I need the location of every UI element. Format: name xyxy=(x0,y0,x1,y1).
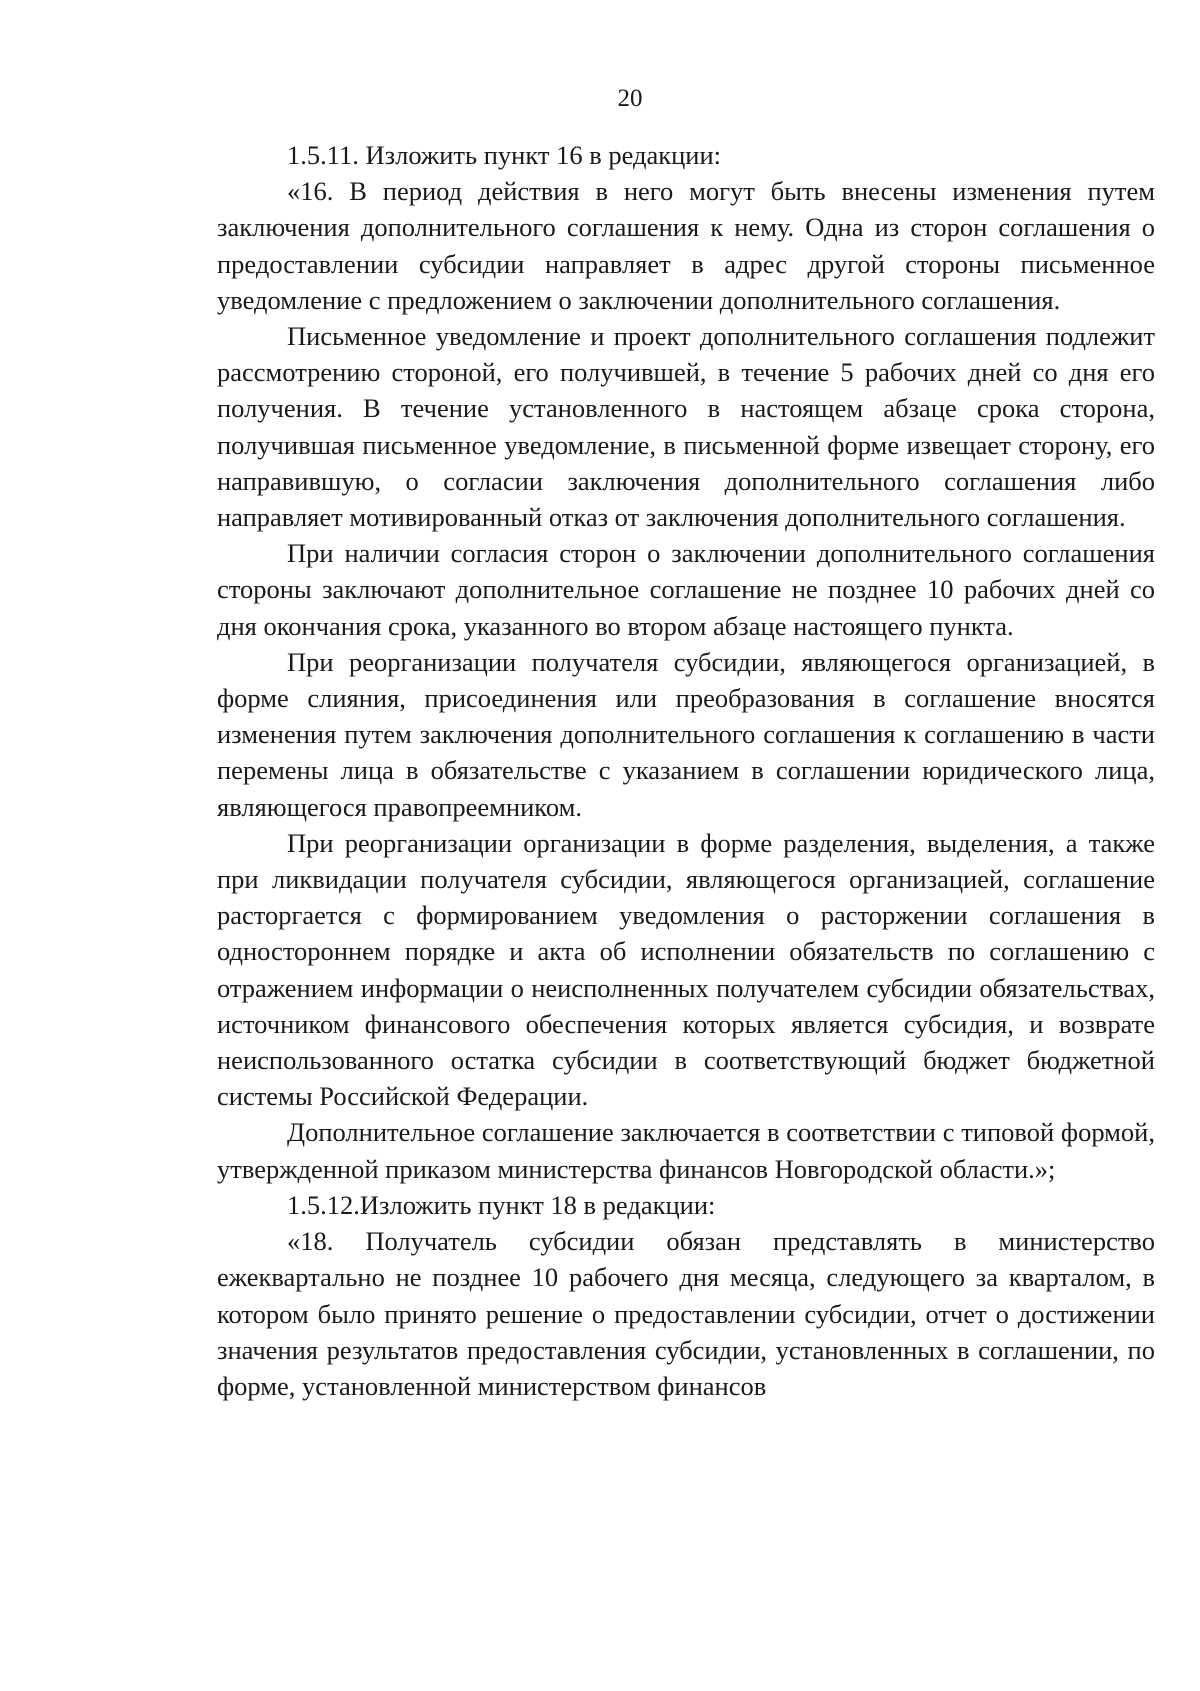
paragraph-parties-consent: При наличии согласия сторон о заключении дополнительного соглашения стороны заключают дополнительное соглашение не позднее 10 рабочих дней со дня окончания срока, указанного во втором абзаце настоящего пункта. xyxy=(217,538,1155,641)
paragraph-standard-form: Дополнительное соглашение заключается в соответствии с типовой формой, утвержденной приказом министерства финансов Новгородской области.»; xyxy=(217,1117,1155,1184)
document-body xyxy=(217,137,1155,1404)
paragraph-1-5-12: 1.5.12.Изложить пункт 18 в редакции: xyxy=(287,1189,716,1220)
paragraph-item-18: «18. Получатель субсидии обязан представлять в министерство ежеквартально не позднее 10 рабочего дня месяца, следующего за кварталом, в котором было принято решение о предоставлении субсидии, отчет о достижении значения результатов предоставления субсидии, установленных в соглашении, по форме, установленной министерством финансов xyxy=(217,1226,1155,1401)
paragraph-reorganization-division: При реорганизации организации в форме разделения, выделения, а также при ликвидации получателя субсидии, являющегося организацией, соглашение расторгается с формированием уведомления о расторжении соглашения в одностороннем порядке и акта об исполнении обязательств по соглашению с отражением информации о неисполненных получателем субсидии обязательствах, источником финансового обеспечения которых является субсидия, и возврате неиспользованного остатка субсидии в соответствующий бюджет бюджетной системы Российской Федерации. xyxy=(217,827,1155,1112)
page-number: 20 xyxy=(617,85,643,112)
paragraph-written-notice: Письменное уведомление и проект дополнительного соглашения подлежит рассмотрению стороной, его получившей, в течение 5 рабочих дней со дня его получения. В течение установленного в настоящем абзаце срока сторона, получившая письменное уведомление, в письменной форме извещает сторону, его направившую, о согласии заключения дополнительного соглашения либо направляет мотивированный отказ от заключения дополнительного соглашения. xyxy=(217,321,1155,533)
paragraph-reorganization-merger: При реорганизации получателя субсидии, являющегося организацией, в форме слияния, присоединения или преобразования в соглашение вносятся изменения путем заключения дополнительного соглашения к соглашению в части перемены лица в обязательстве с указанием в соглашении юридического лица, являющегося правопреемником. xyxy=(217,646,1155,822)
paragraph-item-16: «16. В период действия в него могут быть внесены изменения путем заключения дополнительного соглашения к нему. Одна из сторон соглашения о предоставлении субсидии направляет в адрес другой стороны письменное уведомление с предложением о заключении дополнительного соглашения. xyxy=(217,176,1155,315)
paragraph-1-5-11: 1.5.11. Изложить пункт 16 в редакции: xyxy=(287,140,722,170)
